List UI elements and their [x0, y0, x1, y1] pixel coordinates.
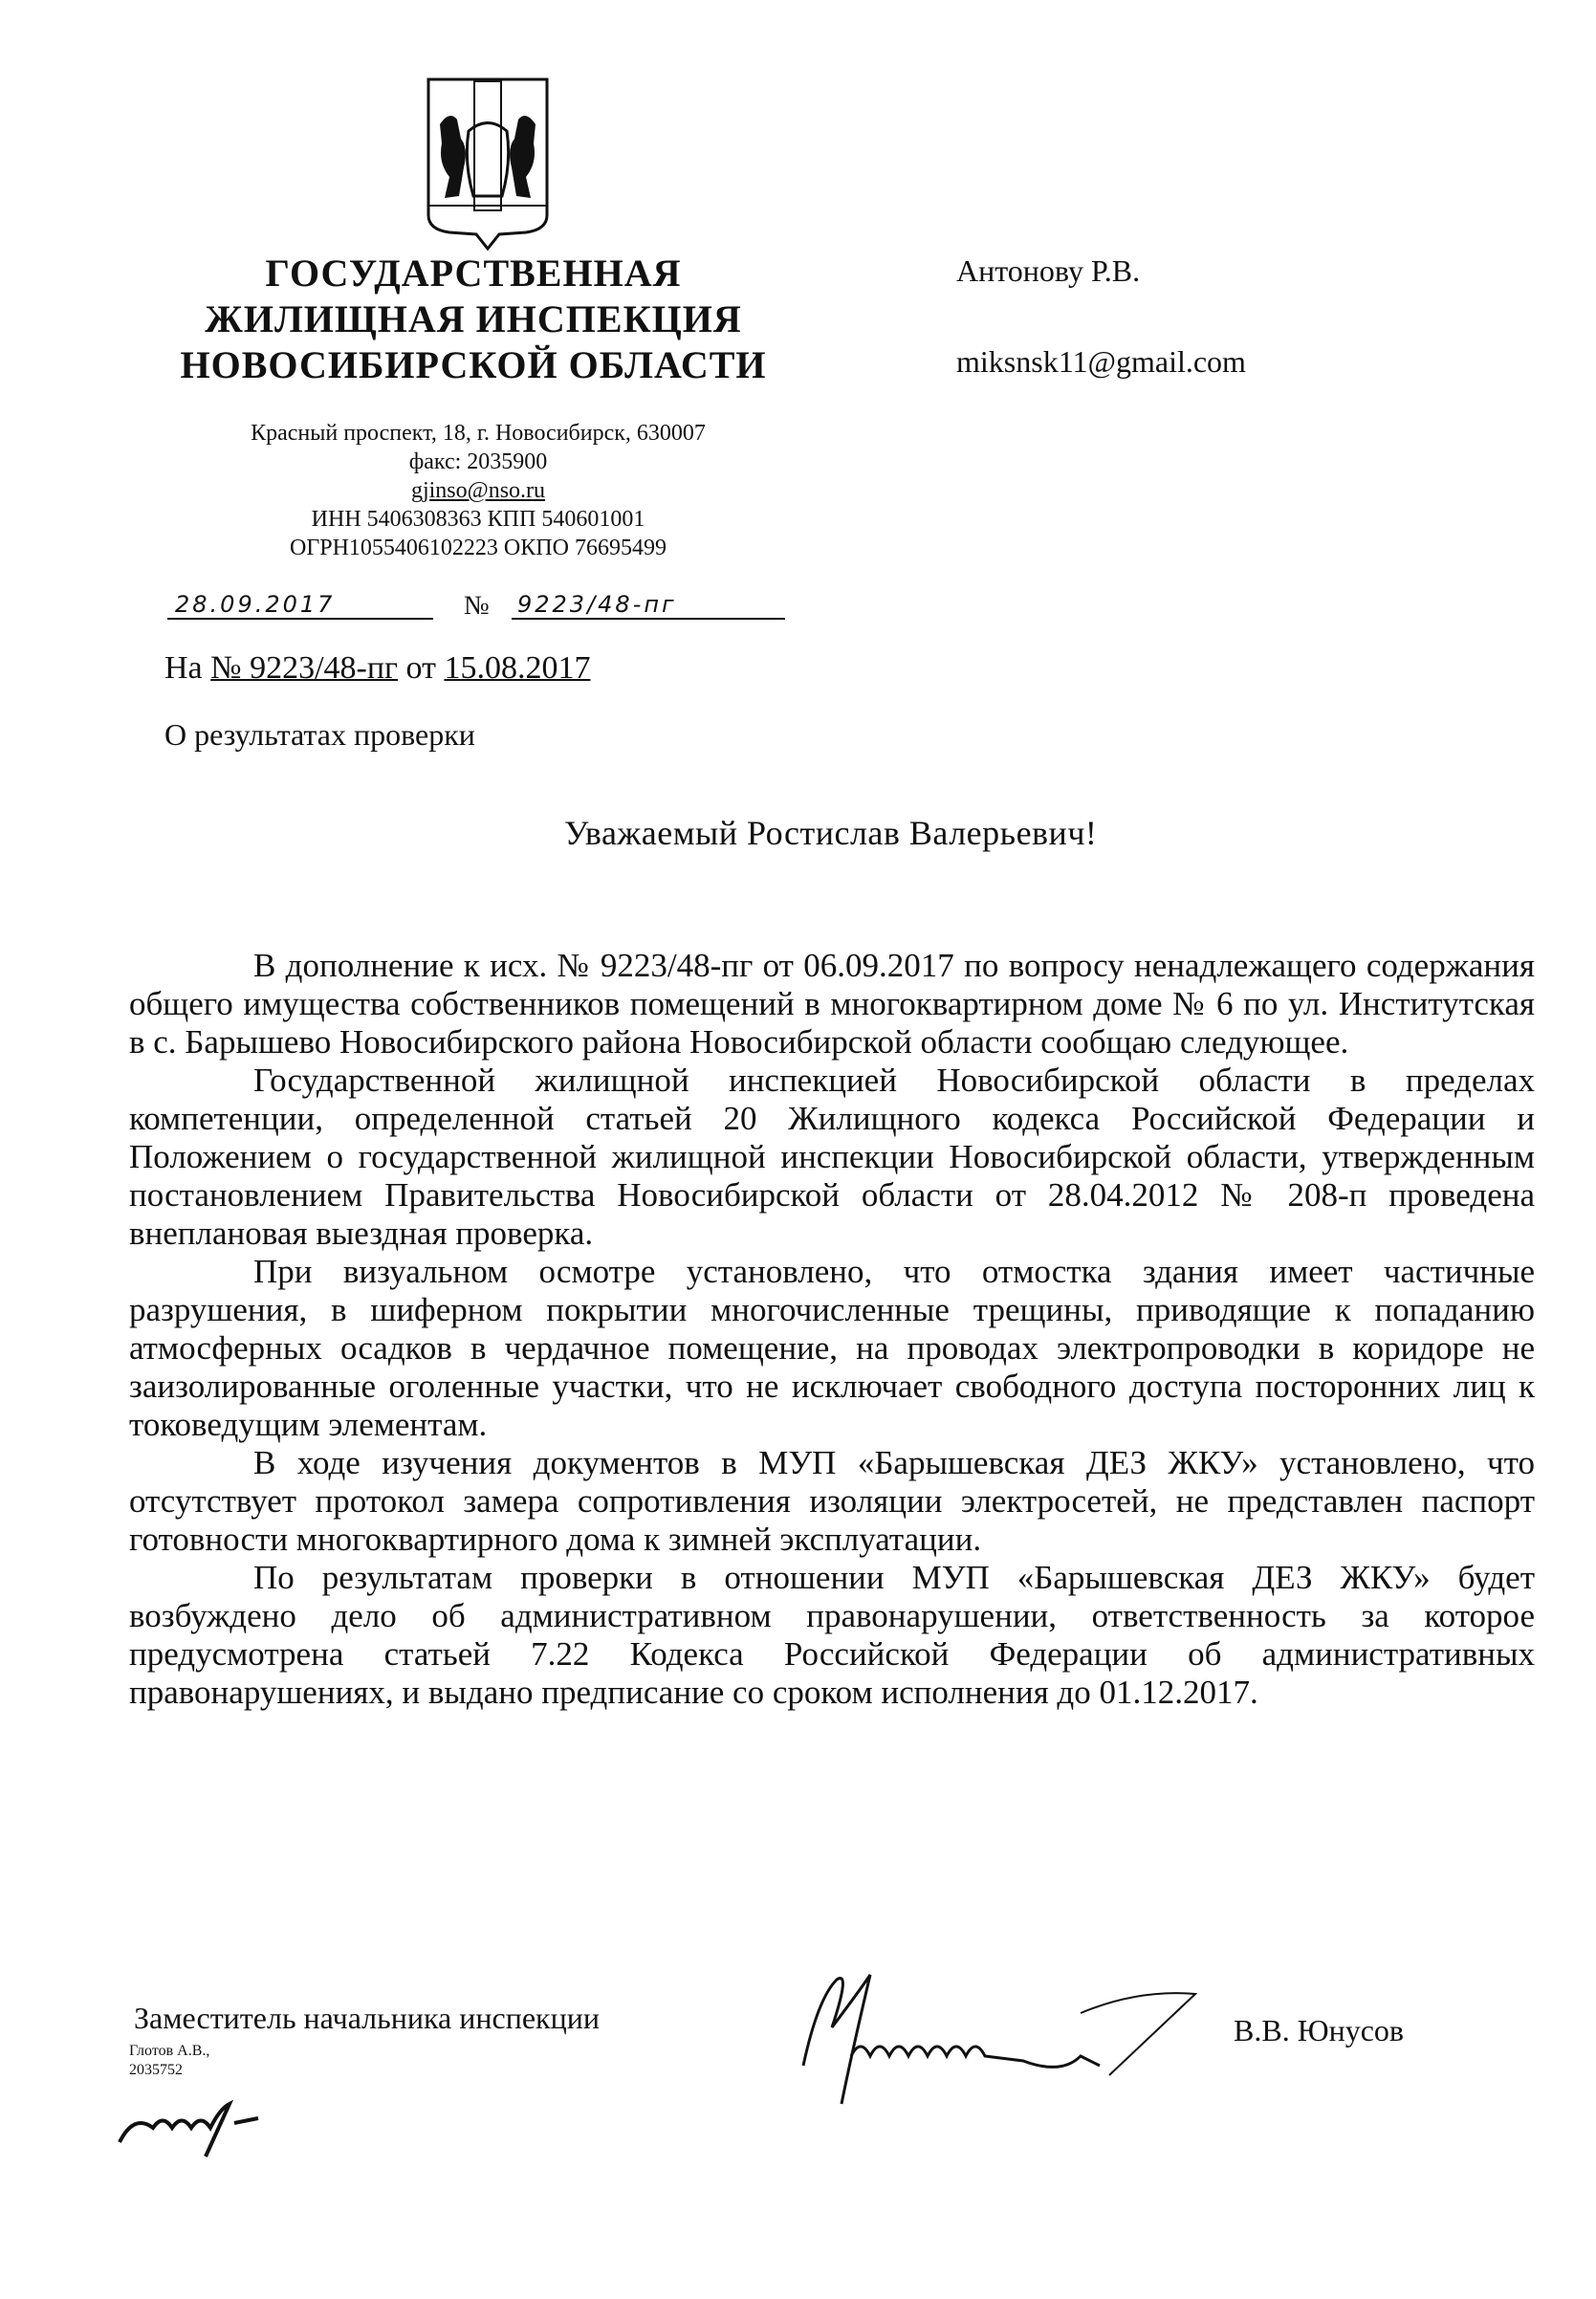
body-paragraph: В ходе изучения документов в МУП «Барышевская ДЕЗ ЖКУ» установлено, что отсутствует протокол замера сопротивления изоляции электросетей, не представлен паспорт готовности многоквартирного дома к зимней эксплуатации.: [129, 1444, 1535, 1558]
signatory-title: Заместитель начальника инспекции: [134, 2001, 600, 2035]
body-paragraph: В дополнение к исх. № 9223/48-пг от 06.09.2017 по вопросу ненадлежащего содержания общего имущества собственников помещений в многоквартирном доме № 6 по ул. Институтская в с. Барышево Новосибирского района Новосибирской области сообщаю следующее.: [129, 947, 1535, 1061]
ogrn-okpo: ОГРН1055406102223 ОКПО 76695499: [290, 536, 667, 560]
registration-number-label: №: [464, 591, 490, 621]
signatory-name: В.В. Юнусов: [1234, 2013, 1405, 2047]
coat-of-arms-icon: [421, 72, 555, 263]
executor-initials-signature-icon: [115, 2075, 306, 2161]
org-name-line: ЖИЛИЩНАЯ ИНСПЕКЦИЯ: [205, 297, 742, 340]
registration-line: [167, 591, 798, 629]
letter-body: [129, 947, 1535, 1712]
body-paragraph: Государственной жилищной инспекцией Новосибирской области в пределах компетенции, определенной статьей 20 Жилищного кодекса Российской Федерации и Положением о государственной жилищной инспекции Новосибирской области, утвержденным постановлением Правительства Новосибирской области от 28.04.2012 № 208-п проведена внеплановая выездная проверка.: [129, 1062, 1535, 1252]
executor-name: Глотов А.В.,: [129, 2043, 210, 2059]
recipient-email: miksnsk11@gmail.com: [956, 344, 1246, 379]
reference-date: 15.08.2017: [444, 650, 591, 686]
executor-phone: 2035752: [129, 2062, 183, 2078]
org-email-link[interactable]: gjinso@nso.ru: [410, 478, 546, 503]
inn-kpp: ИНН 5406308363 КПП 540601001: [311, 507, 645, 532]
executor-info: [129, 2042, 209, 2080]
organization-name: [167, 251, 779, 388]
reply-reference: [164, 650, 590, 687]
greeting: Уважаемый Ростислав Валерьевич!: [564, 814, 1098, 852]
reference-from: от: [405, 650, 436, 686]
handwritten-signature-icon: [794, 1941, 1234, 2113]
reference-prefix: На: [164, 650, 203, 686]
reference-number: № 9223/48-пг: [210, 650, 399, 686]
org-name-line: НОВОСИБИРСКОЙ ОБЛАСТИ: [180, 343, 767, 386]
fax: факс: 2035900: [408, 449, 548, 474]
org-name-line: ГОСУДАРСТВЕННАЯ: [265, 252, 682, 295]
recipient-name: Антонову Р.В.: [956, 253, 1141, 288]
body-paragraph: По результатам проверки в отношении МУП «Барышевская ДЕЗ ЖКУ» будет возбуждено дело об административном правонарушении, ответственность за которое предусмотрена статьей 7.22 Кодекса Российской Федерации об административных правонарушениях, и выдано предписание со сроком исполнения до 01.12.2017.: [129, 1559, 1535, 1711]
registration-number: 9223/48-пг: [512, 591, 785, 620]
letter-subject: О результатах проверки: [164, 717, 475, 752]
body-paragraph: При визуальном осмотре установлено, что отмостка здания имеет частичные разрушения, в шиферном покрытии многочисленные трещины, приводящие к попаданию атмосферных осадков в чердачное помещение, на проводах электропроводки в коридоре не заизолированные оголенные участки, что не исключает свободного доступа посторонних лиц к токоведущим элементам.: [129, 1253, 1535, 1443]
address: Красный проспект, 18, г. Новосибирск, 630007: [251, 421, 706, 446]
organization-requisites: [163, 419, 794, 562]
registration-date: 28.09.2017: [167, 591, 433, 620]
